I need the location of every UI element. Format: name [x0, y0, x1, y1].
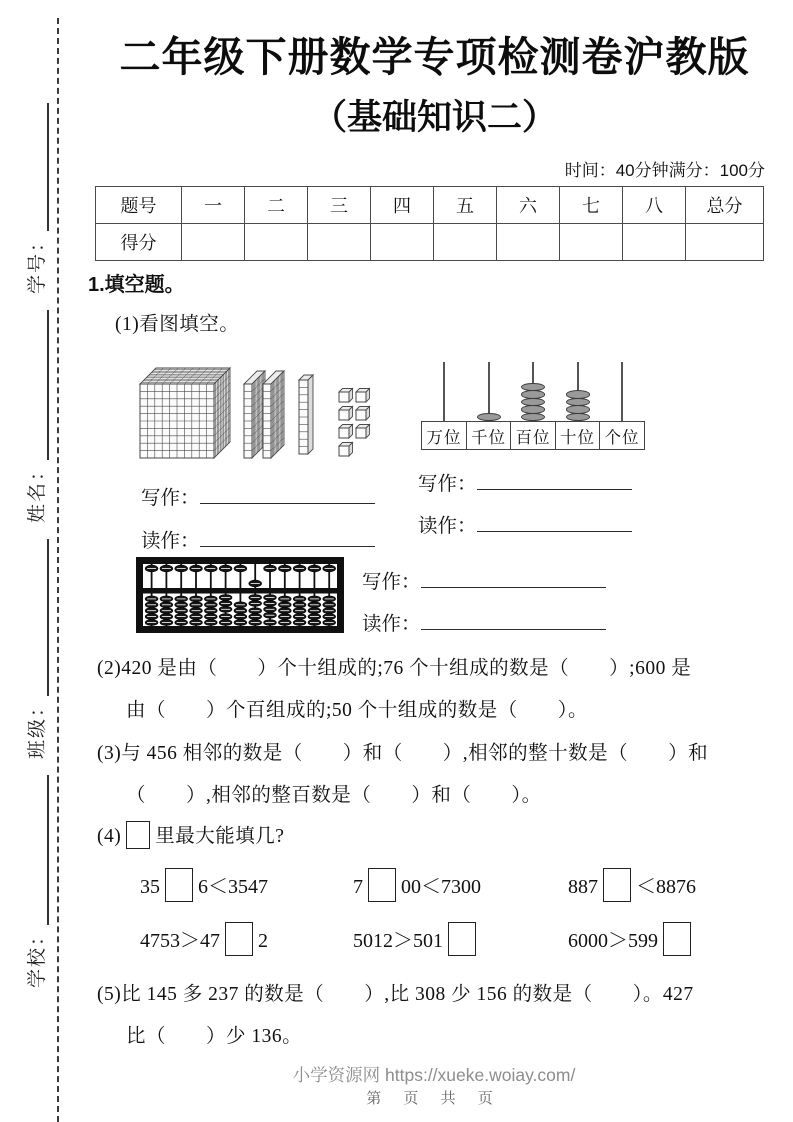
- student-info-strip: [14, 76, 56, 1056]
- empty-box: [225, 922, 253, 956]
- q1-label: (1)看图填空。: [115, 314, 240, 335]
- footer-page-number: 第 页 共 页: [366, 1090, 502, 1107]
- empty-box: [126, 821, 150, 849]
- q4-item-4: [140, 922, 268, 956]
- class-blank-line: [28, 539, 49, 696]
- pv-read-line: [418, 510, 632, 538]
- write-blank: [477, 470, 632, 490]
- q4-prompt-pre: (4): [97, 826, 122, 847]
- score-cell: [371, 224, 434, 261]
- col-8: 八: [623, 187, 686, 224]
- student-number-blank-line: [28, 103, 49, 231]
- pv-rod: [621, 362, 623, 421]
- score-table-header-row: [96, 187, 764, 224]
- section1-title: 1.填空题。: [88, 274, 185, 296]
- read-label: 读作：: [362, 614, 421, 635]
- q4-prompt: [97, 820, 284, 849]
- pv-column: [466, 362, 512, 450]
- name-blank-line: [28, 310, 49, 460]
- q4-item-6: [568, 922, 696, 956]
- q3-line2: （ ）,相邻的整百数是（ ）和（ ）。: [126, 785, 542, 806]
- col-2: 二: [245, 187, 308, 224]
- abacus-bead: [521, 413, 545, 422]
- col-3: 三: [308, 187, 371, 224]
- pv-beads: [566, 391, 590, 421]
- q4-item-after: 2: [258, 930, 268, 952]
- write-blank: [421, 568, 606, 588]
- pv-column: [555, 362, 601, 450]
- score-cell: [497, 224, 560, 261]
- score-table: [95, 186, 764, 261]
- col-4: 四: [371, 187, 434, 224]
- q4-item-2: [353, 868, 481, 902]
- blocks-read-line: [141, 525, 375, 553]
- write-blank: [200, 484, 375, 504]
- q4-item-after: 6＜3547: [198, 876, 268, 898]
- student-number-label: 学号：: [26, 230, 48, 294]
- pv-column: [599, 362, 645, 450]
- pv-column: [510, 362, 556, 450]
- q4-item-before: 35: [140, 876, 160, 898]
- write-label: 写作：: [418, 474, 477, 495]
- suanpan-read-line: [362, 608, 606, 636]
- pv-place-label: 十位: [555, 421, 601, 450]
- read-label: 读作：: [418, 516, 477, 537]
- score-cell: [308, 224, 371, 261]
- pv-beads: [477, 414, 501, 422]
- class-field: [22, 539, 49, 759]
- q2-line1: (2)420 是由（ ）个十组成的;76 个十组成的数是（ ）;600 是: [97, 658, 692, 679]
- name-label: 姓名：: [26, 459, 48, 523]
- col-total: 总分: [686, 187, 764, 224]
- read-blank: [477, 512, 632, 532]
- q5-line1: (5)比 145 多 237 的数是（ ）,比 308 少 156 的数是（ ）。427: [97, 984, 694, 1005]
- q4-item-after: 00＜7300: [401, 876, 481, 898]
- pv-place-label: 百位: [510, 421, 556, 450]
- score-cell: [182, 224, 245, 261]
- score-cell: [434, 224, 497, 261]
- base-ten-blocks-figure: [136, 348, 404, 466]
- school-label: 学校：: [26, 924, 48, 988]
- col-1: 一: [182, 187, 245, 224]
- empty-box: [448, 922, 476, 956]
- pv-place-label: 个位: [599, 421, 645, 450]
- score-cell: [623, 224, 686, 261]
- q4-item-before: 5012＞501: [353, 930, 443, 952]
- q4-item-before: 7: [353, 876, 363, 898]
- school-field: [22, 775, 49, 988]
- empty-box: [165, 868, 193, 902]
- empty-box: [368, 868, 396, 902]
- class-label: 班级：: [26, 695, 48, 759]
- page-title: 二年级下册数学专项检测卷沪教版: [119, 34, 750, 80]
- col-5: 五: [434, 187, 497, 224]
- q5-line2: 比（ ）少 136。: [126, 1026, 303, 1047]
- score-cell: [560, 224, 623, 261]
- q4-item-1: [140, 868, 268, 902]
- read-blank: [421, 610, 606, 630]
- pv-place-label: 万位: [421, 421, 467, 450]
- name-field: [22, 310, 49, 523]
- score-table-score-row: [96, 224, 764, 261]
- write-label: 写作：: [141, 488, 200, 509]
- place-value-chart: [421, 362, 645, 450]
- pv-place-label: 千位: [466, 421, 512, 450]
- write-label: 写作：: [362, 572, 421, 593]
- score-label: 得分: [96, 224, 182, 261]
- suanpan-write-line: [362, 566, 606, 594]
- pv-beads: [521, 384, 545, 422]
- q4-item-before: 887: [568, 876, 598, 898]
- q4-item-before: 4753＞47: [140, 930, 220, 952]
- q4-item-before: 6000＞599: [568, 930, 658, 952]
- q4-prompt-post: 里最大能填几?: [155, 826, 285, 847]
- q4-item-5: [353, 922, 481, 956]
- cut-dashed-line: [57, 18, 59, 1122]
- pv-rod: [443, 362, 445, 421]
- read-blank: [200, 527, 375, 547]
- pv-column: [421, 362, 467, 450]
- empty-box: [603, 868, 631, 902]
- q3-line1: (3)与 456 相邻的数是（ ）和（ ）,相邻的整十数是（ ）和: [97, 743, 709, 764]
- col-6: 六: [497, 187, 560, 224]
- read-label: 读作：: [141, 531, 200, 552]
- col-7: 七: [560, 187, 623, 224]
- time-score-info: 时间：40分钟满分：100分: [564, 161, 765, 180]
- score-cell: [686, 224, 764, 261]
- abacus-bead: [566, 413, 590, 422]
- suanpan-abacus-figure: [136, 557, 344, 633]
- score-cell: [245, 224, 308, 261]
- q4-item-3: [568, 868, 696, 902]
- abacus-bead: [477, 413, 501, 422]
- footer-site-url: 小学资源网 https://xueke.woiay.com/: [292, 1065, 576, 1085]
- pv-write-line: [418, 468, 632, 496]
- empty-box: [663, 922, 691, 956]
- q2-line2: 由（ ）个百组成的;50 个十组成的数是（ ）。: [126, 700, 589, 721]
- school-blank-line: [28, 775, 49, 925]
- question-number-label: 题号: [96, 187, 182, 224]
- student-number-field: [22, 103, 49, 294]
- page-subtitle: （基础知识二）: [311, 98, 557, 137]
- q4-item-after: ＜8876: [636, 876, 696, 898]
- blocks-write-line: [141, 482, 375, 510]
